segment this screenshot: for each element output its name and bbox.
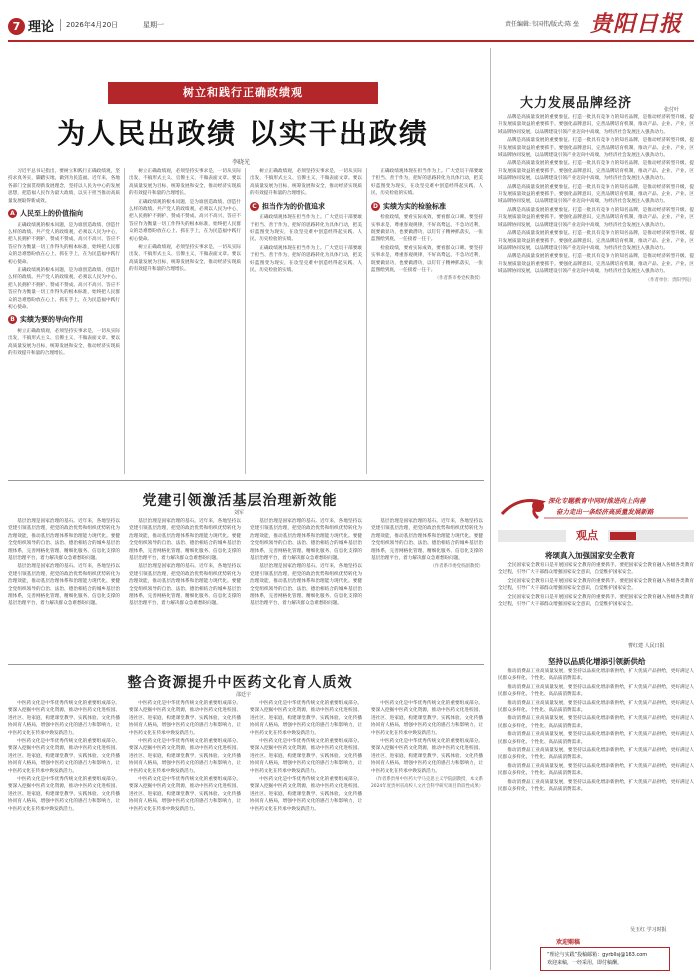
lead-section-b-text-cont: 树立正确政绩观，必须坚持实事求是，一切从实际出发，不搞形式主义、官僚主义，不做表面文章。要以高质量发展为目标，统筹发展和安全，推动经济实现质的有效提升和量的合理增长。 bbox=[129, 169, 241, 197]
contact-note: 欢迎来稿，一经采用，即付稿酬。 bbox=[547, 960, 623, 966]
page-number-badge: 7 bbox=[8, 18, 25, 35]
page-divider bbox=[490, 48, 491, 970]
lead-section-a-text-more: 正确政绩观的根本问题，是为谁创造政绩、创造什么样的政绩。共产党人的政绩观，必须以人民为中心，把人民拥护不拥护、赞成不赞成、高兴不高兴、答应不答应作为衡量一切工作得失的根本标准，始终把人民群众的急难愁盼放在心上、抓在手上，在为民造福中践行初心使命。 bbox=[129, 199, 241, 242]
contact-email: “理论与实践”投稿邮箱：gyrbllsj@163.com bbox=[547, 952, 648, 958]
lead-subhead-a: A 人民至上的价值指向 bbox=[8, 209, 120, 219]
lead-section-c-text-more: 正确政绩观体现在担当作为上。广大党员干部要敢于担当、善于作为，把好的思路转化为具体行动，把美好蓝图变为现实，在攻坚克难中创造经得起实践、人民、历史检验的实绩。 bbox=[371, 169, 483, 197]
lead-section-c-text: 正确政绩观体现在担当作为上。广大党员干部要敢于担当、善于作为，把好的思路转化为具体行动，把美好蓝图变为现实，在攻坚克难中创造经得起实践、人民、历史检验的实绩。 bbox=[250, 215, 362, 243]
editor-credits: 责任编辑:韦国伟/版式:陈 垒 bbox=[505, 21, 579, 28]
column-divider bbox=[245, 168, 246, 474]
article3-column-1: 中医药文化是中华优秀传统文化的重要组成部分。要深入挖掘中医药文化资源，推动中医药文化进校园、进社区、进家庭，构建课堂教学、实践体验、文化传播协同育人格局，增强中医药文化的感召力和影响力，让中医药文化在传承中焕发新活力。 中医药文化是中华优秀传统文化的重要组成部分。要深入挖掘中医药文化资源，推动中医药文化进校园、进社区、进家庭，构建课堂教学、实践体验、文化传播协同育人格局，增强中医药文化的感召力和影响力，让中医药文化在传承中焕发新活力。 中医药文化是中华优秀传统文化的重要组成部分。要深入挖掘中医药文化资源，推动中医药文化进校园、进社区、进家庭，构建课堂教学、实践体验、文化传播协同育人格局，增强中医药文化的感召力和影响力，让中医药文化在传承中焕发新活力。 bbox=[8, 701, 120, 812]
column-divider bbox=[366, 168, 367, 474]
viewpoint-item-2-body: 推动消费品工业高质量发展，要坚持以品质化增添新供给，扩大优质产品供给，更好满足人民群众多样化、个性化、高品质消费需求。 推动消费品工业高质量发展，要坚持以品质化增添新供给，扩大优质产品供给，更好满足人民群众多样化、个性化、高品质消费需求。 推动消费品工业高质量发展，要坚持以品质化增添新供给，扩大优质产品供给，更好满足人民群众多样化、个性化、高品质消费需求。 推动消费品工业高质量发展，要坚持以品质化增添新供给，扩大优质产品供给，更好满足人民群众多样化、个性化、高品质消费需求。 推动消费品工业高质量发展，要坚持以品质化增添新供给，扩大优质产品供给，更好满足人民群众多样化、个性化、高品质消费需求。 推动消费品工业高质量发展，要坚持以品质化增添新供给，扩大优质产品供给，更好满足人民群众多样化、个性化、高品质消费需求。 推动消费品工业高质量发展，要坚持以品质化增添新供给，扩大优质产品供给，更好满足人民群众多样化、个性化、高品质消费需求。 推动消费品工业高质量发展，要坚持以品质化增添新供给，扩大优质产品供给，更好满足人民群众多样化、个性化、高品质消费需求。 bbox=[498, 669, 694, 793]
viewpoint-item-1-title: 将颂真入加强国家安全教育 bbox=[545, 551, 635, 560]
lead-subhead-c: C 担当作为的价值追求 bbox=[250, 202, 362, 212]
lead-column-1 bbox=[8, 168, 120, 474]
article2-column-3: 基层治理是国家治理的基石。近年来，各地坚持以党建引领基层治理，把党的政治优势和组织优势转化为治理效能，推动基层治理体系和治理能力现代化。要健全党组织领导的自治、法治、德治相结合的城乡基层治理体系，完善网格化管理、精细化服务、信息化支撑的基层治理平台，着力解决群众急难愁盼问题。 基层治理是国家治理的基石。近年来，各地坚持以党建引领基层治理，把党的政治优势和组织优势转化为治理效能，推动基层治理体系和治理能力现代化。要健全党组织领导的自治、法治、德治相结合的城乡基层治理体系，完善网格化管理、精细化服务、信息化支撑的基层治理平台，着力解决群众急难愁盼问题。 bbox=[250, 519, 362, 607]
section-rule bbox=[8, 480, 484, 481]
article3-author: 邵廷宇 bbox=[236, 692, 252, 698]
viewpoint-item-2-title: 坚持以品质化增添引领新供给 bbox=[548, 657, 646, 666]
section-rule bbox=[8, 664, 484, 665]
viewpoint-label: 观点 bbox=[566, 527, 608, 545]
right-article-title: 大力发展品牌经济 bbox=[520, 96, 633, 111]
promo-line-1: 深化专题教育中同时推进向上向善 bbox=[548, 497, 646, 505]
right-article-author: 张付叶 bbox=[664, 107, 680, 113]
newspaper-logo: 贵阳日报 bbox=[590, 11, 683, 37]
lead-section-a-text-cont: 正确政绩观的根本问题，是为谁创造政绩、创造什么样的政绩。共产党人的政绩观，必须以人民为中心，把人民拥护不拥护、赞成不赞成、高兴不高兴、答应不答应作为衡量一切工作得失的根本标准，始终把人民群众的急难愁盼放在心上、抓在手上，在为民造福中践行初心使命。 bbox=[8, 267, 120, 310]
welcome-submissions: 欢迎赐稿 bbox=[556, 939, 581, 946]
lead-column-3 bbox=[250, 168, 362, 474]
viewpoint-header bbox=[498, 527, 694, 545]
topic-banner: 树立和践行正确政绩观 bbox=[108, 82, 378, 104]
article2-author: 刘军 bbox=[234, 510, 245, 516]
header-divider bbox=[60, 19, 61, 31]
right-article-source: （作者单位：贵阳学院） bbox=[645, 277, 694, 283]
article3-column-4: 中医药文化是中华优秀传统文化的重要组成部分。要深入挖掘中医药文化资源，推动中医药文化进校园、进社区、进家庭，构建课堂教学、实践体验、文化传播协同育人格局，增强中医药文化的感召力和影响力，让中医药文化在传承中焕发新活力。 中医药文化是中华优秀传统文化的重要组成部分。要深入挖掘中医药文化资源，推动中医药文化进校园、进社区、进家庭，构建课堂教学、实践体验、文化传播协同育人格局，增强中医药文化的感召力和影响力，让中医药文化在传承中焕发新活力。 （作者系贵州中医药大学马克思主义学院副教授，本文系2024年度贵州省高校人文社会科学研究项目阶段性成果） bbox=[371, 701, 483, 790]
lead-column-4 bbox=[371, 168, 483, 474]
lead-intro: 习近平总书记指出，要树立和践行正确政绩观，坚持求真务实，脚踏实地，做到为民造福。近年来，各地各部门全面贯彻新发展理念，坚持以人民为中心的发展思想，把造福人民作为最大政绩，以实干担当推动高质量发展取得新成效。 bbox=[8, 169, 120, 204]
article3-column-3: 中医药文化是中华优秀传统文化的重要组成部分。要深入挖掘中医药文化资源，推动中医药文化进校园、进社区、进家庭，构建课堂教学、实践体验、文化传播协同育人格局，增强中医药文化的感召力和影响力，让中医药文化在传承中焕发新活力。 中医药文化是中华优秀传统文化的重要组成部分。要深入挖掘中医药文化资源，推动中医药文化进校园、进社区、进家庭，构建课堂教学、实践体验、文化传播协同育人格局，增强中医药文化的感召力和影响力，让中医药文化在传承中焕发新活力。 中医药文化是中华优秀传统文化的重要组成部分。要深入挖掘中医药文化资源，推动中医药文化进校园、进社区、进家庭，构建课堂教学、实践体验、文化传播协同育人格局，增强中医药文化的感召力和影响力，让中医药文化在传承中焕发新活力。 bbox=[250, 701, 362, 812]
column-divider bbox=[124, 168, 125, 474]
article2-source: （作者系市委党校副教授） bbox=[430, 564, 483, 570]
article3-title: 整合资源提升中医药文化育人质效 bbox=[127, 675, 353, 691]
section-name: 理论 bbox=[28, 20, 55, 35]
viewpoint-item-1-body: 全民国家安全教育日是开展国家安全教育的重要抓手。要把国家安全教育融入各级各类教育全过程，引导广大干部群众增强国家安全意识，自觉维护国家安全。 全民国家安全教育日是开展国家安全教育的重要抓手。要把国家安全教育融入各级各类教育全过程，引导广大干部群众增强国家安全意识，自觉维护国家安全。 全民国家安全教育日是开展国家安全教育的重要抓手。要把国家安全教育融入各级各类教育全过程，引导广大干部群众增强国家安全意识，自觉维护国家安全。 bbox=[498, 563, 694, 608]
lead-section-a-text: 正确政绩观的根本问题，是为谁创造政绩、创造什么样的政绩。共产党人的政绩观，必须以人民为中心，把人民拥护不拥护、赞成不赞成、高兴不高兴、答应不答应作为衡量一切工作得失的根本标准，始终把人民群众的急难愁盼放在心上、抓在手上，在为民造福中践行初心使命。 bbox=[8, 222, 120, 265]
issue-weekday: 星期一 bbox=[143, 21, 164, 29]
viewpoint-item-2-sign: 吴玉红 学习时报 bbox=[630, 927, 667, 933]
lead-section-b-text: 树立正确政绩观，必须坚持实事求是，一切从实际出发，不搞形式主义、官僚主义，不做表面文章。要以高质量发展为目标，统筹发展和安全，推动经济实现质的有效提升和量的合理增长。 bbox=[8, 328, 120, 357]
header-rule bbox=[8, 40, 694, 42]
lead-subhead-d: D 实绩为实的检验标准 bbox=[373, 202, 446, 211]
lead-section-b-text-more: 树立正确政绩观，必须坚持实事求是，一切从实际出发，不搞形式主义、官僚主义，不做表面文章。要以高质量发展为目标，统筹发展和安全，推动经济实现质的有效提升和量的合理增长。 bbox=[129, 245, 241, 273]
lead-subhead-b: B 实绩为要的导向作用 bbox=[8, 315, 120, 325]
article2-column-2: 基层治理是国家治理的基石。近年来，各地坚持以党建引领基层治理，把党的政治优势和组织优势转化为治理效能，推动基层治理体系和治理能力现代化。要健全党组织领导的自治、法治、德治相结合的城乡基层治理体系，完善网格化管理、精细化服务、信息化支撑的基层治理平台，着力解决群众急难愁盼问题。 基层治理是国家治理的基石。近年来，各地坚持以党建引领基层治理，把党的政治优势和组织优势转化为治理效能，推动基层治理体系和治理能力现代化。要健全党组织领导的自治、法治、德治相结合的城乡基层治理体系，完善网格化管理、精细化服务、信息化支撑的基层治理平台，着力解决群众急难愁盼问题。 bbox=[129, 519, 241, 607]
viewpoint-item-1-sign: 曹红建 人民日报 bbox=[628, 643, 665, 649]
page-header bbox=[0, 0, 700, 62]
viewpoint-accent bbox=[610, 532, 636, 540]
article2-column-1: 基层治理是国家治理的基石。近年来，各地坚持以党建引领基层治理，把党的政治优势和组织优势转化为治理效能，推动基层治理体系和治理能力现代化。要健全党组织领导的自治、法治、德治相结合的城乡基层治理体系，完善网格化管理、精细化服务、信息化支撑的基层治理平台，着力解决群众急难愁盼问题。 基层治理是国家治理的基石。近年来，各地坚持以党建引领基层治理，把党的政治优势和组织优势转化为治理效能，推动基层治理体系和治理能力现代化。要健全党组织领导的自治、法治、德治相结合的城乡基层治理体系，完善网格化管理、精细化服务、信息化支撑的基层治理平台，着力解决群众急难愁盼问题。 bbox=[8, 519, 120, 607]
article2-title: 党建引领激活基层治理新效能 bbox=[142, 493, 338, 509]
promo-slogan bbox=[498, 492, 694, 522]
lead-author: 李晓光 bbox=[232, 159, 251, 166]
article3-column-2: 中医药文化是中华优秀传统文化的重要组成部分。要深入挖掘中医药文化资源，推动中医药文化进校园、进社区、进家庭，构建课堂教学、实践体验、文化传播协同育人格局，增强中医药文化的感召力和影响力，让中医药文化在传承中焕发新活力。 中医药文化是中华优秀传统文化的重要组成部分。要深入挖掘中医药文化资源，推动中医药文化进校园、进社区、进家庭，构建课堂教学、实践体验、文化传播协同育人格局，增强中医药文化的感召力和影响力，让中医药文化在传承中焕发新活力。 中医药文化是中华优秀传统文化的重要组成部分。要深入挖掘中医药文化资源，推动中医药文化进校园、进社区、进家庭，构建课堂教学、实践体验、文化传播协同育人格局，增强中医药文化的感召力和影响力，让中医药文化在传承中焕发新活力。 bbox=[129, 701, 241, 812]
lead-section-c-text-cont: 正确政绩观体现在担当作为上。广大党员干部要敢于担当、善于作为，把好的思路转化为具体行动，把美好蓝图变为现实，在攻坚克难中创造经得起实践、人民、历史检验的实绩。 bbox=[250, 245, 362, 273]
right-article-body: 品牌是高质量发展的重要象征。打造一批具有竞争力的知名品牌，是推动经济转型升级、提升发展质量效益的重要抓手。要强化品牌意识，完善品牌培育机制，推动产品、企业、产业、区域品牌协同发展，以品牌建设引领产业迈向中高端，为经济社会发展注入强劲动力。 品牌是高质量发展的重要象征。打造一批具有竞争力的知名品牌，是推动经济转型升级、提升发展质量效益的重要抓手。要强化品牌意识，完善品牌培育机制，推动产品、企业、产业、区域品牌协同发展，以品牌建设引领产业迈向中高端，为经济社会发展注入强劲动力。 品牌是高质量发展的重要象征。打造一批具有竞争力的知名品牌，是推动经济转型升级、提升发展质量效益的重要抓手。要强化品牌意识，完善品牌培育机制，推动产品、企业、产业、区域品牌协同发展，以品牌建设引领产业迈向中高端，为经济社会发展注入强劲动力。 品牌是高质量发展的重要象征。打造一批具有竞争力的知名品牌，是推动经济转型升级、提升发展质量效益的重要抓手。要强化品牌意识，完善品牌培育机制，推动产品、企业、产业、区域品牌协同发展，以品牌建设引领产业迈向中高端，为经济社会发展注入强劲动力。 品牌是高质量发展的重要象征。打造一批具有竞争力的知名品牌，是推动经济转型升级、提升发展质量效益的重要抓手。要强化品牌意识，完善品牌培育机制，推动产品、企业、产业、区域品牌协同发展，以品牌建设引领产业迈向中高端，为经济社会发展注入强劲动力。 品牌是高质量发展的重要象征。打造一批具有竞争力的知名品牌，是推动经济转型升级、提升发展质量效益的重要抓手。要强化品牌意识，完善品牌培育机制，推动产品、企业、产业、区域品牌协同发展，以品牌建设引领产业迈向中高端，为经济社会发展注入强劲动力。 品牌是高质量发展的重要象征。打造一批具有竞争力的知名品牌，是推动经济转型升级、提升发展质量效益的重要抓手。要强化品牌意识，完善品牌培育机制，推动产品、企业、产业、区域品牌协同发展，以品牌建设引领产业迈向中高端，为经济社会发展注入强劲动力。 （作者单位：贵阳学院） bbox=[498, 115, 694, 283]
lead-source: （作者系市委党校教授） bbox=[434, 276, 483, 282]
lead-headline: 为人民出政绩 以实干出政绩 bbox=[57, 117, 429, 150]
promo-line-2: 奋力走出一条经济高质量发展新路 bbox=[556, 508, 654, 516]
lead-section-d-text: 检验政绩，要看实际成效，要看群众口碑。要坚持实事求是，尊重客观规律，不好高骛远，不急功近利，既要做显功，也要做潜功，以钉钉子精神抓落实，一张蓝图绘到底，一任接着一任干。 bbox=[371, 215, 483, 243]
article2-column-4: 基层治理是国家治理的基石。近年来，各地坚持以党建引领基层治理，把党的政治优势和组织优势转化为治理效能，推动基层治理体系和治理能力现代化。要健全党组织领导的自治、法治、德治相结合的城乡基层治理体系，完善网格化管理、精细化服务、信息化支撑的基层治理平台，着力解决群众急难愁盼问题。 （作者系市委党校副教授） bbox=[371, 519, 483, 570]
lead-column-2 bbox=[129, 168, 241, 474]
issue-date: 2026年4月20日 bbox=[66, 21, 119, 29]
lead-section-d-text-cont: 检验政绩，要看实际成效，要看群众口碑。要坚持实事求是，尊重客观规律，不好高骛远，不急功近利，既要做显功，也要做潜功，以钉钉子精神抓落实，一张蓝图绘到底，一任接着一任干。 bbox=[371, 245, 483, 273]
lead-section-b-text-more2: 树立正确政绩观，必须坚持实事求是，一切从实际出发，不搞形式主义、官僚主义，不做表面文章。要以高质量发展为目标，统筹发展和安全，推动经济实现质的有效提升和量的合理增长。 bbox=[250, 169, 362, 197]
article3-source: （作者系贵州中医药大学马克思主义学院副教授，本文系2024年度贵州省高校人文社会科学研究项目阶段性成果） bbox=[371, 777, 483, 790]
contact-box bbox=[540, 947, 670, 971]
